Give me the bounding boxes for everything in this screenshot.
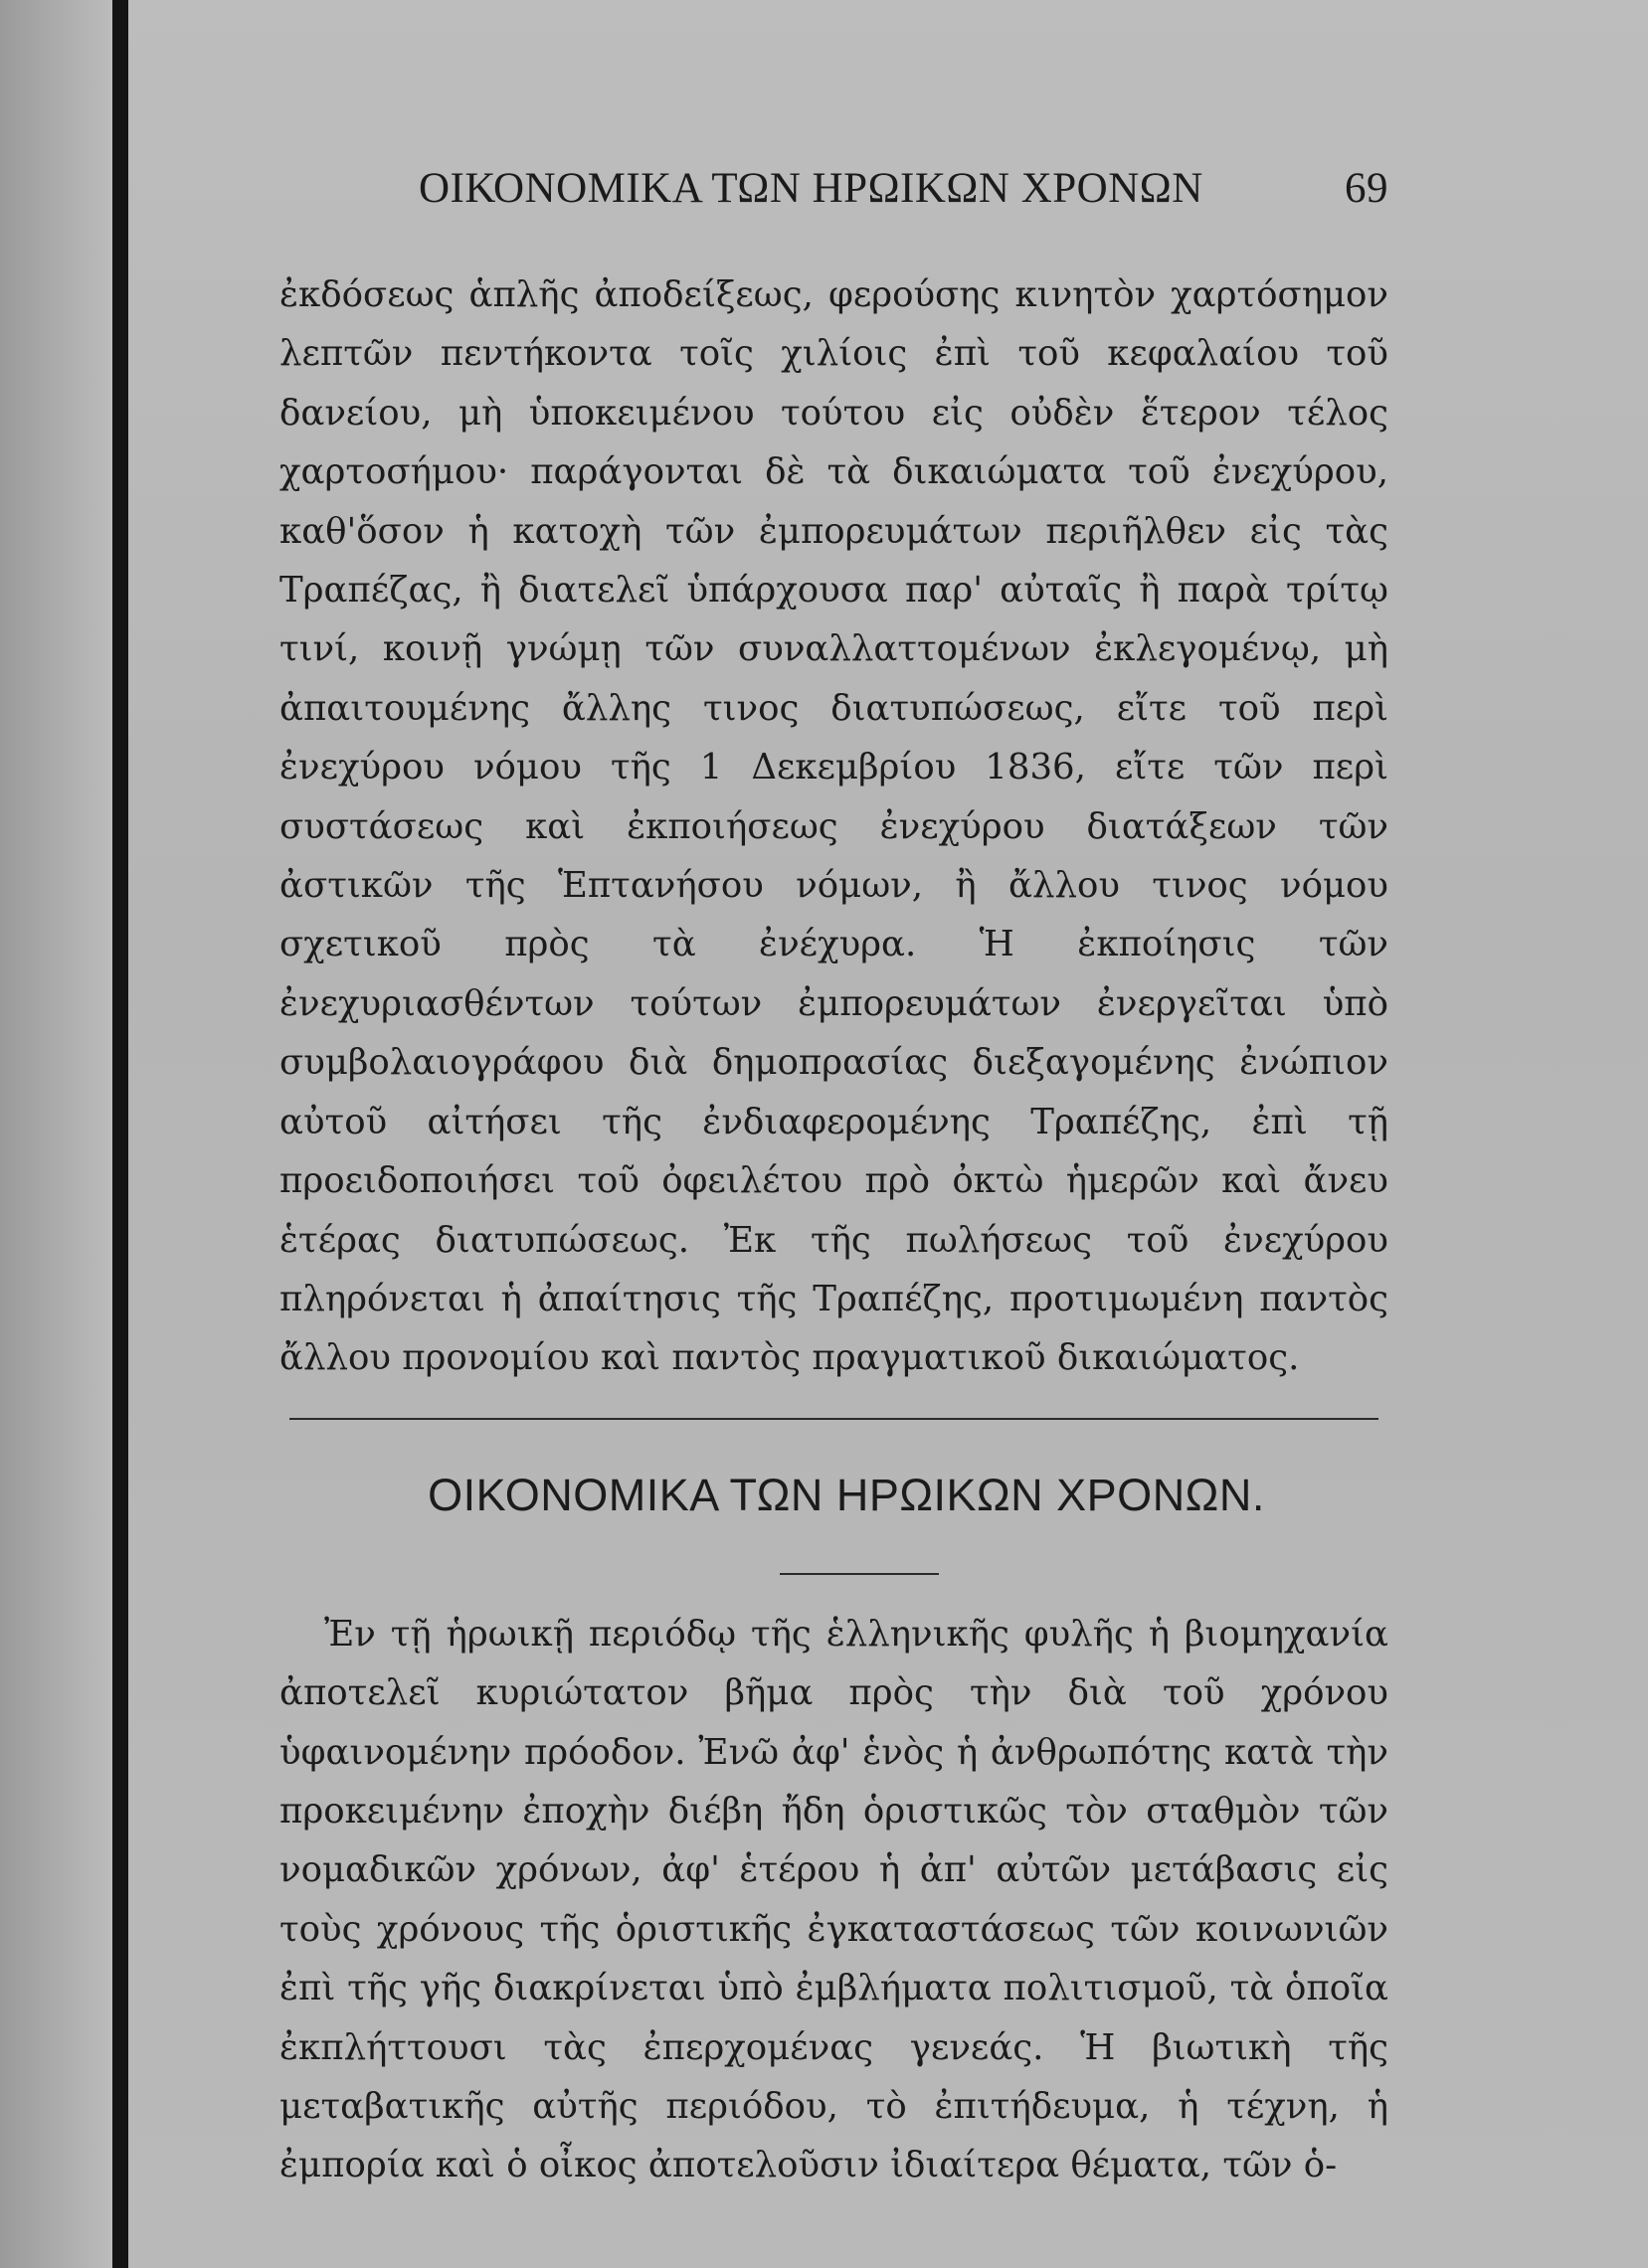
running-head xyxy=(279,164,1388,224)
book-spine-shadow xyxy=(112,0,128,2268)
section-paragraph: Ἐν τῇ ἡρωικῇ περιόδῳ τῆς ἑλληνικῆς φυλῆς ἡ βιομηχανία ἀποτελεῖ κυριώτατον βῆμα πρὸς τὴν διὰ τοῦ χρόνου ὑφαινομένην πρόοδον. Ἐνῶ ἀφ' ἑνὸς ἡ ἀνθρωπότης κατὰ τὴν προκειμένην ἐποχὴν διέβη ἤδη ὁριστικῶς τὸν σταθμὸν τῶν νομαδικῶν χρόνων, ἀφ' ἑτέρου ἡ ἀπ' αὐτῶν μετάβασις εἰς τοὺς χρόνους τῆς ὁριστικῆς ἐγκαταστάσεως τῶν κοινωνιῶν ἐπὶ τῆς γῆς διακρίνεται ὑπὸ ἐμβλήματα πολιτισμοῦ, τὰ ὁποῖα ἐκπλήττουσι τὰς ἐπερχομένας γενεάς. Ἡ βιωτικὴ τῆς μεταβατικῆς αὐτῆς περιόδου, τὸ ἐπιτήδευμα, ἡ τέχνη, ἡ ἐμπορία καὶ ὁ οἶκος ἀποτελοῦσιν ἰδιαίτερα θέματα, τῶν ὁ- xyxy=(279,1613,1388,2186)
section-title: ΟΙΚΟΝΟΜΙΚΑ ΤΩΝ ΗΡΩΙΚΩΝ ΧΡΟΝΩΝ. xyxy=(428,1469,1265,1520)
page-number: 69 xyxy=(1345,165,1388,212)
running-title: ΟΙΚΟΝΟΜΙΚΑ ΤΩΝ ΗΡΩΙΚΩΝ ΧΡΟΝΩΝ xyxy=(419,165,1203,212)
title-underline xyxy=(780,1573,939,1575)
section-divider xyxy=(289,1418,1378,1420)
body-paragraph: ἐκδόσεως ἁπλῆς ἀποδείξεως, φερούσης κινητὸν χαρτόσημον λεπτῶν πεντήκοντα τοῖς χιλίοις ἐπὶ τοῦ κεφαλαίου τοῦ δανείου, μὴ ὑποκειμένου τούτου εἰς οὐδὲν ἕτερον τέλος χαρτοσήμου· παράγονται δὲ τὰ δικαιώματα τοῦ ἐνεχύρου, καθ'ὅσον ἡ κατοχὴ τῶν ἐμπορευμάτων περιῆλθεν εἰς τὰς Τραπέζας, ἢ διατελεῖ ὑπάρχουσα παρ' αὐταῖς ἢ παρὰ τρίτῳ τινί, κοινῇ γνώμῃ τῶν συναλλαττομένων ἐκλεγομένῳ, μὴ ἀπαιτουμένης ἄλλης τινος διατυπώσεως, εἴτε τοῦ περὶ ἐνεχύρου νόμου τῆς 1 Δεκεμβρίου 1836, εἴτε τῶν περὶ συστάσεως καὶ ἐκποιήσεως ἐνεχύρου διατάξεων τῶν ἀστικῶν τῆς Ἑπτανήσου νόμων, ἢ ἄλλου τινος νόμου σχετικοῦ πρὸς τὰ ἐνέχυρα. Ἡ ἐκποίησις τῶν ἐνεχυριασθέντων τούτων ἐμπορευμάτων ἐνεργεῖται ὑπὸ συμβολαιογράφου διὰ δημοπρασίας διεξαγομένης ἐνώπιον αὐτοῦ αἰτήσει τῆς ἐνδιαφερομένης Τραπέζης, ἐπὶ τῇ προειδοποιήσει τοῦ ὀφειλέτου πρὸ ὀκτὼ ἡμερῶν καὶ ἄνευ ἑτέρας διατυπώσεως. Ἐκ τῆς πωλήσεως τοῦ ἐνεχύρου πληρόνεται ἡ ἀπαίτησις τῆς Τραπέζης, προτιμωμένη παντὸς ἄλλου προνομίου καὶ παντὸς πραγματικοῦ δικαιώματος. xyxy=(279,274,1388,1379)
scan-margin xyxy=(0,0,112,2268)
page-content xyxy=(279,164,1388,2195)
